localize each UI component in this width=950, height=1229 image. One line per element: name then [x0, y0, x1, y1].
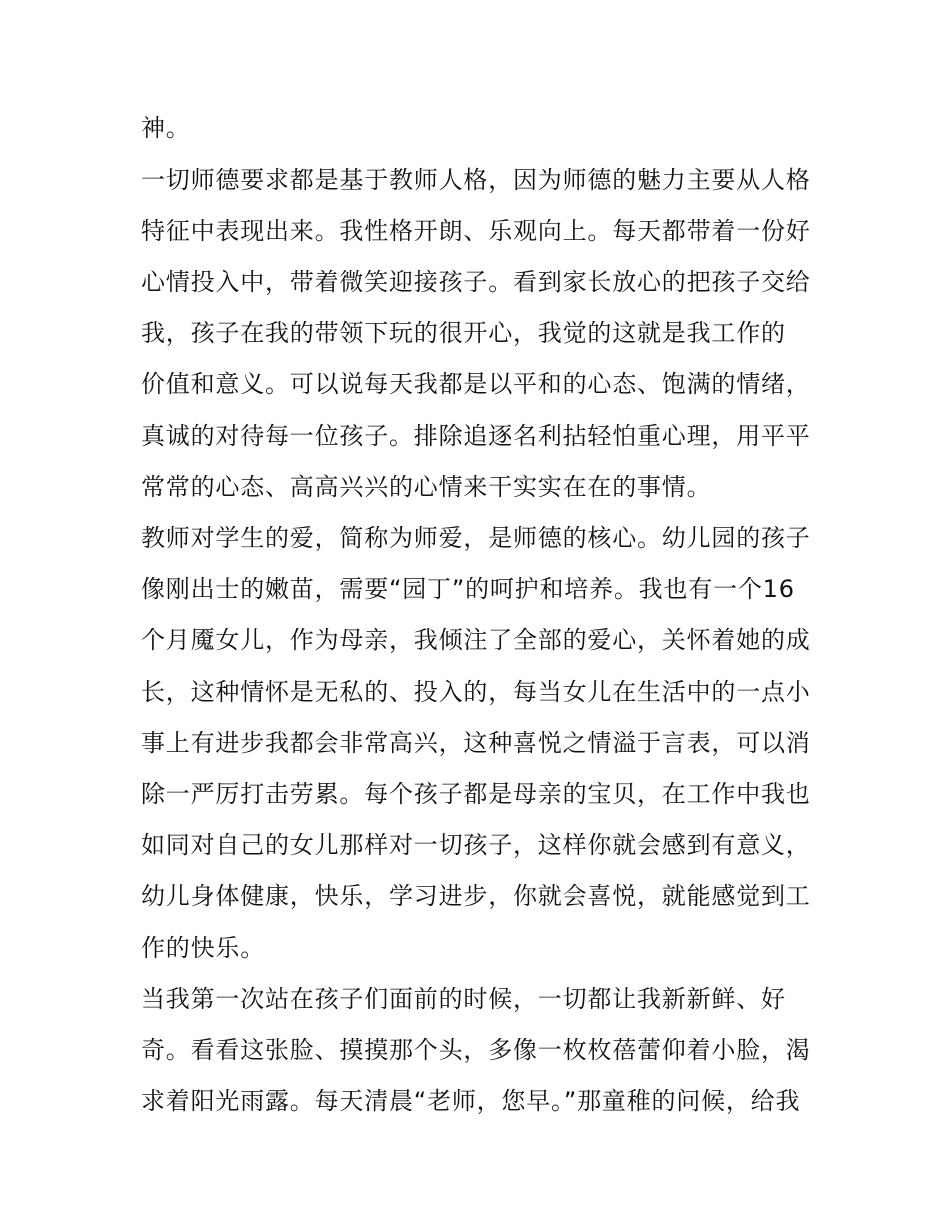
text-line: 真诚的对待每一位孩子。排除追逐名利拈轻怕重心理，用平平 [141, 422, 811, 450]
text-line: 如同对自己的女儿那样对一切孩子，这样你就会感到有意义， [141, 831, 811, 859]
text-line: 像刚出士的嫩苗，需要“园丁”的呵护和培养。我也有一个16 [141, 575, 795, 603]
text-line: 我，孩子在我的带领下玩的很开心，我觉的这就是我工作的 [141, 319, 786, 347]
text-line: 求着阳光雨露。每天清晨“老师，您早。”那童稚的问候，给我 [141, 1087, 801, 1115]
text-line: 一切师德要求都是基于教师人格，因为师德的魅力主要从人格 [141, 166, 811, 194]
text-line: 除一严厉打击劳累。每个孩子都是母亲的宝贝，在工作中我也 [141, 780, 811, 808]
text-line: 事上有进步我都会非常高兴，这种喜悦之情溢于言表，可以消 [141, 729, 811, 757]
text-line: 个月魇女儿，作为母亲，我倾注了全部的爱心，关怀着她的成 [141, 626, 811, 654]
text-line: 幼儿身体健康，快乐，学习进步，你就会喜悦，就能感觉到工 [141, 882, 811, 910]
text-line: 常常的心态、高高兴兴的心情来干实实在在的事情。 [141, 473, 712, 501]
text-line: 当我第一次站在孩子们面前的时候，一切都让我新新鲜、好 [141, 985, 786, 1013]
text-line: 特征中表现出来。我性格开朗、乐观向上。每天都带着一份好 [141, 217, 811, 245]
text-line: 作的快乐。 [141, 934, 265, 962]
text-line: 长，这种情怀是无私的、投入的，每当女儿在生活中的一点小 [141, 678, 811, 706]
text-line: 奇。看看这张脸、摸摸那个头，多像一枚枚蓓蕾仰着小脸，渴 [141, 1036, 811, 1064]
text-line: 心情投入中，带着微笑迎接孩子。看到家长放心的把孩子交给 [141, 268, 811, 296]
text-line: 价值和意义。可以说每天我都是以平和的心态、饱满的情绪， [141, 370, 811, 398]
text-line: 神。 [141, 114, 191, 142]
text-line: 教师对学生的爱，简称为师爱，是师德的核心。幼儿园的孩子 [141, 524, 811, 552]
